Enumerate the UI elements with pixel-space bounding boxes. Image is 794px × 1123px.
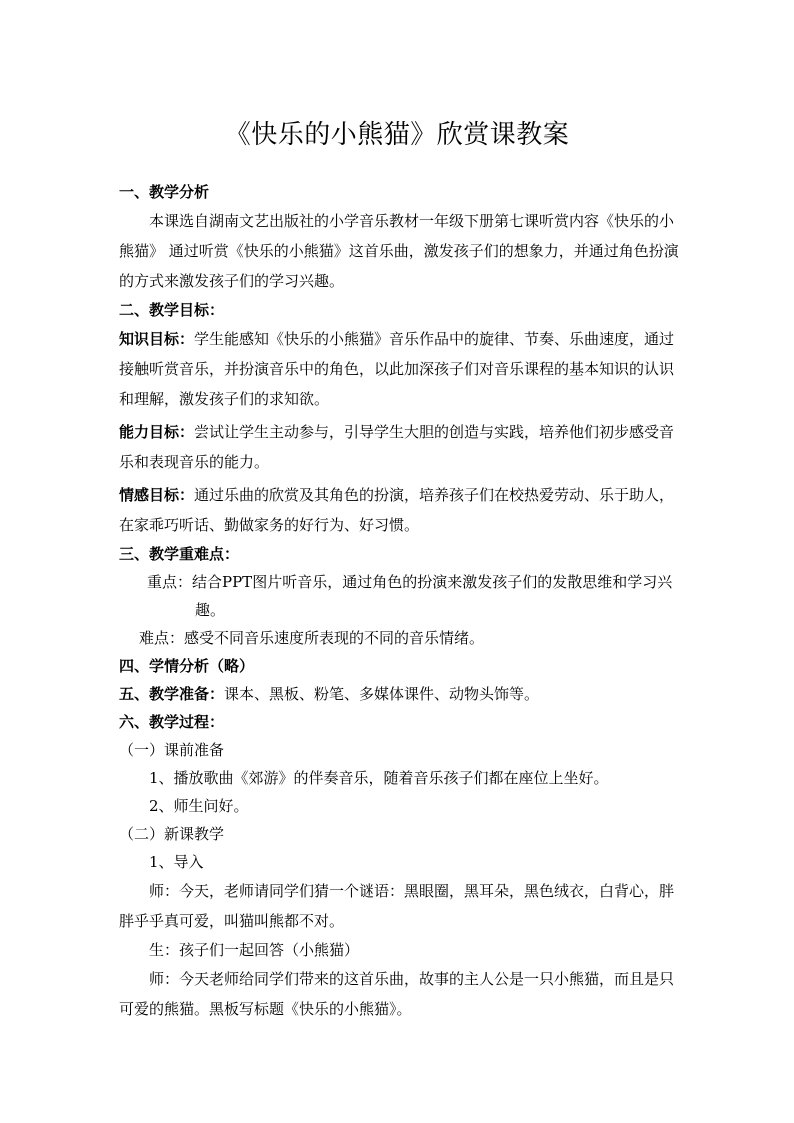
emotion-goal — [119, 480, 684, 540]
section-heading-preparation: 五、教学准备： — [119, 685, 225, 703]
key-point-text: 重点：结合PPT图片听音乐，通过角色的扮演来激发孩子们的发散思维和学习兴趣。 — [147, 573, 673, 619]
process-part-1-item-1: 1、播放歌曲《郊游》的伴奏音乐，随着音乐孩子们都在座位上坐好。 — [149, 769, 609, 787]
section-heading-learner-analysis: 四、学情分析（略） — [119, 657, 255, 675]
ability-goal-text: 尝试让学生主动参与，引导学生大胆的创造与实践，培养他们初步感受音乐和表现音乐的能力。 — [119, 423, 675, 471]
process-part-2-title: （二）新课教学 — [119, 825, 225, 843]
analysis-paragraph: 本课选自湖南文艺出版社的小学音乐教材一年级下册第七课听赏内容《快乐的小熊猫》 通过听赏《快乐的小熊猫》这首乐曲，激发孩子们的想象力，并通过角色扮演的方式来激发孩子们的学习兴趣。 — [119, 212, 679, 290]
section-heading-analysis: 一、教学分析 — [119, 183, 210, 201]
teacher-riddle: 师：今天，老师请同学们猜一个谜语：黑眼圈，黑耳朵，黑色绒衣，白背心，胖胖乎乎真可爱，叫猫叫熊都不对。 — [119, 882, 675, 930]
student-answer: 生：孩子们一起回答（小熊猫） — [149, 941, 360, 959]
knowledge-goal — [119, 324, 684, 414]
section-heading-key-points: 三、教学重难点： — [119, 545, 240, 563]
section-heading-process: 六、教学过程： — [119, 713, 225, 731]
ability-goal — [119, 417, 684, 477]
process-part-1-item-2: 2、师生问好。 — [149, 797, 249, 815]
document-body — [119, 178, 684, 1024]
knowledge-goal-label: 知识目标： — [119, 330, 195, 348]
process-part-1-title: （一）课前准备 — [119, 741, 225, 759]
key-point — [119, 568, 684, 624]
document-title: 《快乐的小熊猫》欣赏课教案 — [224, 120, 570, 150]
emotion-goal-label: 情感目标： — [119, 486, 195, 504]
preparation-text: 课本、黑板、粉笔、多媒体课件、动物头饰等。 — [224, 685, 540, 703]
emotion-goal-text: 通过乐曲的欣赏及其角色的扮演，培养孩子们在校热爱劳动、乐于助人，在家乖巧听话、勤做家务的好行为、好习惯。 — [119, 486, 675, 534]
process-part-2-item-1: 1、导入 — [149, 853, 204, 871]
teaching-preparation — [119, 680, 684, 708]
difficult-point: 难点：感受不同音乐速度所表现的不同的音乐情绪。 — [139, 629, 485, 647]
ability-goal-label: 能力目标： — [119, 423, 195, 441]
teacher-introduction: 师：今天老师给同学们带来的这首乐曲，故事的主人公是一只小熊猫，而且是只可爱的熊猫。黑板写标题《快乐的小熊猫》。 — [119, 970, 675, 1018]
knowledge-goal-text: 学生能感知《快乐的小熊猫》音乐作品中的旋律、节奏、乐曲速度，通过接触听赏音乐，并扮演音乐中的角色，以此加深孩子们对音乐课程的基本知识的认识和理解，激发孩子们的求知欲。 — [119, 330, 675, 408]
section-heading-goals: 二、教学目标： — [119, 301, 225, 319]
